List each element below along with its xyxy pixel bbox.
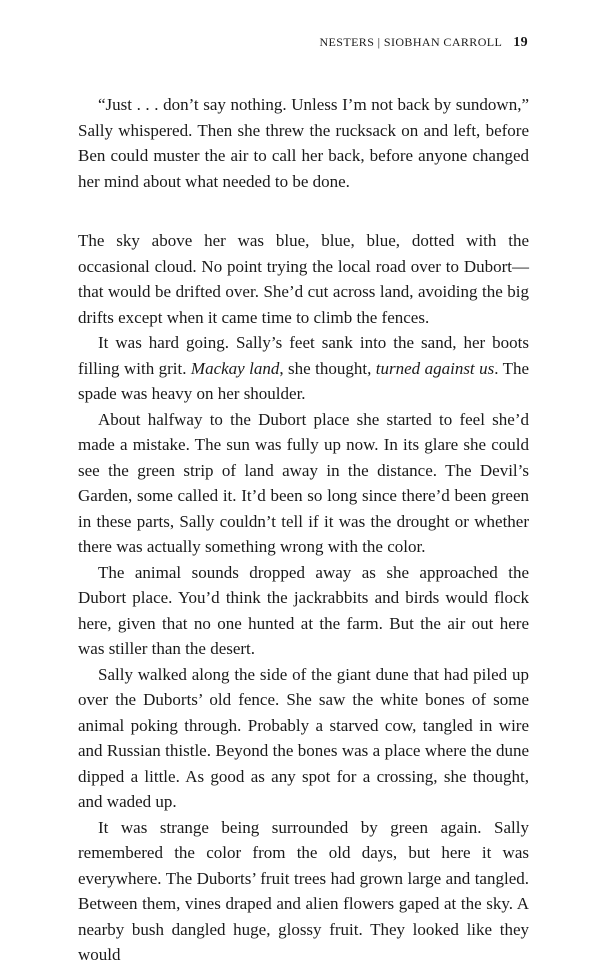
paragraph: The sky above her was blue, blue, blue, dotted with the occasional cloud. No point trying the local road over to Dubort—that would be drifted over. She’d cut across land, avoiding the big drifts except when it came time to climb the fences.: [78, 231, 529, 327]
section-2: [78, 228, 529, 968]
italic-text: Mackay land: [190, 358, 280, 378]
text-run: , she thought,: [279, 358, 376, 378]
text-run: . The spade was heavy on her shoulder.: [78, 358, 530, 403]
text-run: It was hard going. Sally’s feet sank into the sand, her boots filling with grit.: [78, 333, 529, 378]
italic-text: turned against us: [375, 358, 495, 378]
paragraph: It was strange being surrounded by green again. Sally remembered the color from the old days, but here it was everywhere. The Duborts’ fruit trees had grown large and tangled. Between them, vines draped and alien flowers gaped at the sky. A nearby bush dangled huge, glossy fruit. They looked like they would: [78, 817, 529, 964]
paragraph: Sally walked along the side of the giant dune that had piled up over the Duborts’ old fence. She saw the white bones of some animal poking through. Probably a starved cow, tangled in wire and Russian thistle. Beyond the bones was a place where the dune dipped a little. As good as any spot for a crossing, she thought, and waded up.: [78, 664, 529, 811]
page-number: 19: [513, 35, 528, 50]
section-1: [78, 92, 529, 194]
paragraph: About halfway to the Dubort place she started to feel she’d made a mistake. The sun was fully up now. In its glare she could see the green strip of land away in the distance. The Devil’s Garden, some called it. It’d been so long since there’d been green in these parts, Sally couldn’t tell if it was the drought or whether there was actually something wrong with the color.: [78, 409, 529, 556]
paragraph: The animal sounds dropped away as she approached the Dubort place. You’d think the jackrabbits and birds would flock here, given that no one hunted at the farm. But the air out here was stiller than the desert.: [78, 562, 529, 658]
running-head: [319, 35, 528, 51]
paragraph: “Just . . . don’t say nothing. Unless I’m not back by sundown,” Sally whispered. Then she threw the rucksack on and left, before Ben could muster the air to call her back, before anyone changed her mind about what needed to be done.: [78, 95, 529, 191]
running-head-title: NESTERS | SIOBHAN CARROLL: [319, 35, 502, 49]
paragraph-with-italics: [78, 330, 529, 407]
